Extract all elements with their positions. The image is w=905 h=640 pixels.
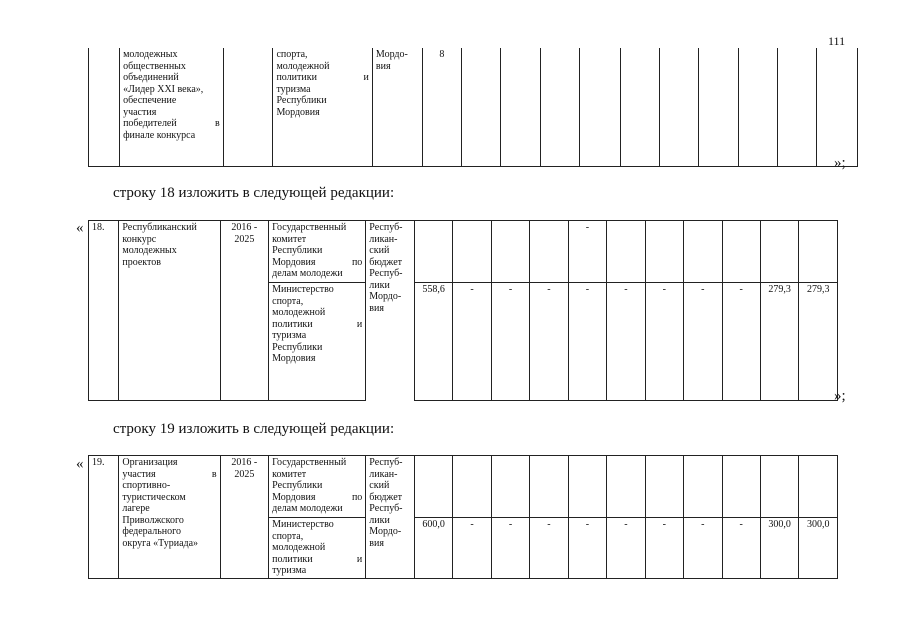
- cell-2025: 300,0: [799, 518, 838, 579]
- cell-total: 558,6: [414, 283, 452, 401]
- cell-period: [223, 48, 273, 166]
- cell-dash: -: [491, 518, 529, 579]
- cell-2025: 279,3: [799, 283, 838, 401]
- cell-dash: -: [491, 283, 529, 401]
- cell-dash: -: [530, 518, 568, 579]
- cell-dash: -: [568, 518, 606, 579]
- cell-total: 600,0: [414, 518, 452, 579]
- cell-2024: 300,0: [760, 518, 798, 579]
- cell-name: Республиканский конкурс молодежных проектов: [119, 221, 220, 401]
- end-mark-top: »;: [834, 155, 846, 171]
- cell-budget: Респуб- ликан- ский бюджет Респуб- лики Мордо- вия: [366, 221, 415, 401]
- cell-org: спорта, молодежной политики и туризма Республики Мордовия: [273, 48, 372, 166]
- open-quote-19: «: [76, 456, 84, 472]
- cell-num: [89, 48, 120, 166]
- cell-org-2: Министерство спорта, молодежной политики и туризма: [269, 518, 366, 579]
- cell-dash: -: [684, 283, 722, 401]
- cell-num: 19.: [89, 456, 119, 579]
- cell-dash: -: [645, 283, 683, 401]
- cell-dash: -: [530, 283, 568, 401]
- cell-top-mark: -: [568, 221, 606, 283]
- cell-dash: -: [684, 518, 722, 579]
- table-row-18: [88, 220, 838, 401]
- end-mark-18: »;: [834, 388, 846, 404]
- cell-budget: Респуб- ликан- ский бюджет Респуб- лики Мордо- вия: [366, 456, 415, 579]
- cell-dash: -: [607, 518, 645, 579]
- table-row-19: [88, 455, 838, 579]
- cell-period: 2016 - 2025: [220, 456, 269, 579]
- cell-num: 18.: [89, 221, 119, 401]
- statement-row-19: строку 19 изложить в следующей редакции:: [113, 421, 395, 437]
- page-number: 111: [828, 34, 846, 48]
- cell-value: 8: [422, 48, 461, 166]
- statement-row-18: строку 18 изложить в следующей редакции:: [113, 185, 395, 201]
- cell-org-1: Государственный комитет Республики Мордовия по делам молодежи: [269, 456, 366, 518]
- cell-dash: -: [722, 518, 760, 579]
- cell-region: Мордо- вия: [372, 48, 422, 166]
- open-quote-18: «: [76, 220, 84, 236]
- cell-dash: -: [453, 518, 491, 579]
- cell-org-1: Государственный комитет Республики Мордовия по делам молодежи: [269, 221, 366, 283]
- cell-dash: -: [722, 283, 760, 401]
- cell-2024: 279,3: [760, 283, 798, 401]
- cell-org-2: Министерство спорта, молодежной политики и туризма Республики Мордовия: [269, 283, 366, 401]
- cell-dash: -: [568, 283, 606, 401]
- cell-dash: -: [607, 283, 645, 401]
- cell-period: 2016 - 2025: [220, 221, 269, 401]
- cell-name: Организация участия в спортивно- туристическом лагере Приволжского федерального округа «Туриада»: [119, 456, 220, 579]
- table-row-continuation: [88, 48, 858, 167]
- cell-name: молодежных общественных объединений «Лидер XXI века», обеспечение участия победителей в финале конкурса: [120, 48, 224, 166]
- cell-dash: -: [645, 518, 683, 579]
- cell-dash: -: [453, 283, 491, 401]
